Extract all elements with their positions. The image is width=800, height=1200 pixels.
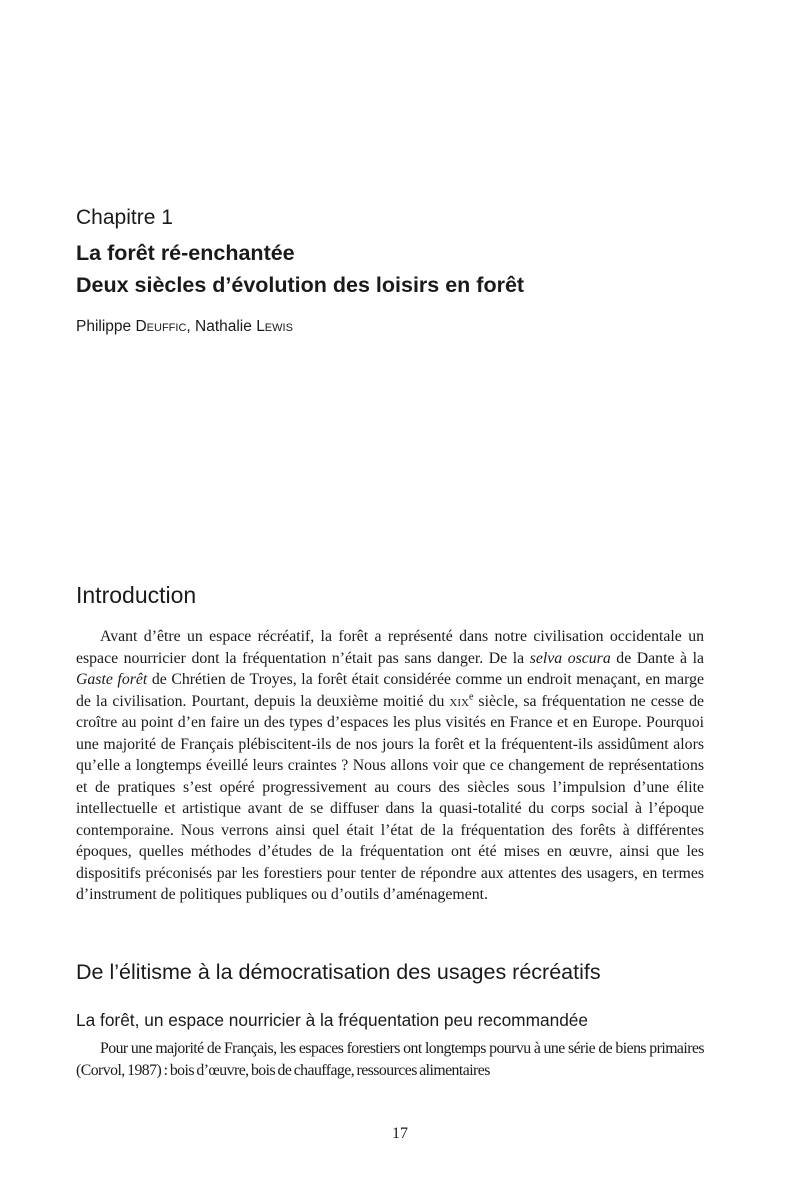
section-heading: De l’élitisme à la démocratisation des usages récréatifs — [76, 960, 601, 984]
page-number: 17 — [392, 1125, 408, 1142]
intro-century-superscript: e — [468, 691, 474, 703]
chapter-authors — [76, 318, 293, 336]
introduction-paragraph — [76, 626, 704, 906]
author-1-first-name: Philippe — [76, 318, 136, 335]
chapter-subtitle-line-2: Deux siècles d’évolution des loisirs en forêt — [76, 273, 525, 297]
intro-text-part-1: Avant d’être un espace récréatif, la forêt a représenté dans notre civilisation occidentale un espace nourricier dont la fréquentation n’était pas sans danger. De la — [76, 628, 704, 667]
intro-text-part-4: siècle, sa fréquentation ne cesse de croître au point d’en faire un des types d’espaces les plus visités en France et en Europe. Pourquoi une majorité de Français plébiscitent-ils de nos jours la forêt et la fréquentent-ils assidûment alors qu’elle a longtemps éveillé leurs craintes ? Nous allons voir que ce changement de représentations et de pratiques s’est opéré progressivement au cours des siècles sous l’impulsion d’une élite intellectuelle et artistique avant de se diffuser dans la quasi-totalité du corps social à l’époque contemporaine. Nous verrons ainsi quel était l’état de la fréquentation des forêts à différentes époques, quelles méthodes d’études de la fréquentation ont été mises en œuvre, ainsi que les dispositifs préconisés par les forestiers pour tenter de répondre aux attentes des usagers, en termes d’instrument de politiques publiques ou d’outils d’aménagement. — [76, 692, 704, 903]
author-1-last-name: Deuffic — [135, 318, 187, 335]
introduction-heading: Introduction — [76, 582, 197, 608]
intro-text-part-2: de Dante à la — [610, 649, 705, 667]
chapter-title — [76, 237, 524, 301]
intro-century-numeral: xix — [449, 692, 469, 710]
author-separator: , Nathalie — [186, 318, 257, 335]
author-2-last-name: Lewis — [256, 318, 293, 335]
intro-italic-gaste-foret: Gaste forêt — [76, 671, 148, 688]
intro-text-part-3: de Chrétien de Troyes, la forêt était considérée comme un endroit menaçant, en marge de la civilisation. Pourtant, depuis la deuxième moitié du — [76, 671, 704, 710]
chapter-title-line-1: La forêt ré-enchantée — [76, 241, 295, 265]
chapter-label: Chapitre 1 — [76, 206, 173, 229]
section-paragraph: Pour une majorité de Français, les espaces forestiers ont longtemps pourvu à une série de biens primaires (Corvol, 1987) : bois d’œuvre, bois de chauffage, ressources alimentaires — [76, 1040, 704, 1079]
intro-italic-selva-oscura: selva oscura — [529, 649, 611, 667]
subsection-heading: La forêt, un espace nourricier à la fréquentation peu recommandée — [76, 1010, 589, 1030]
